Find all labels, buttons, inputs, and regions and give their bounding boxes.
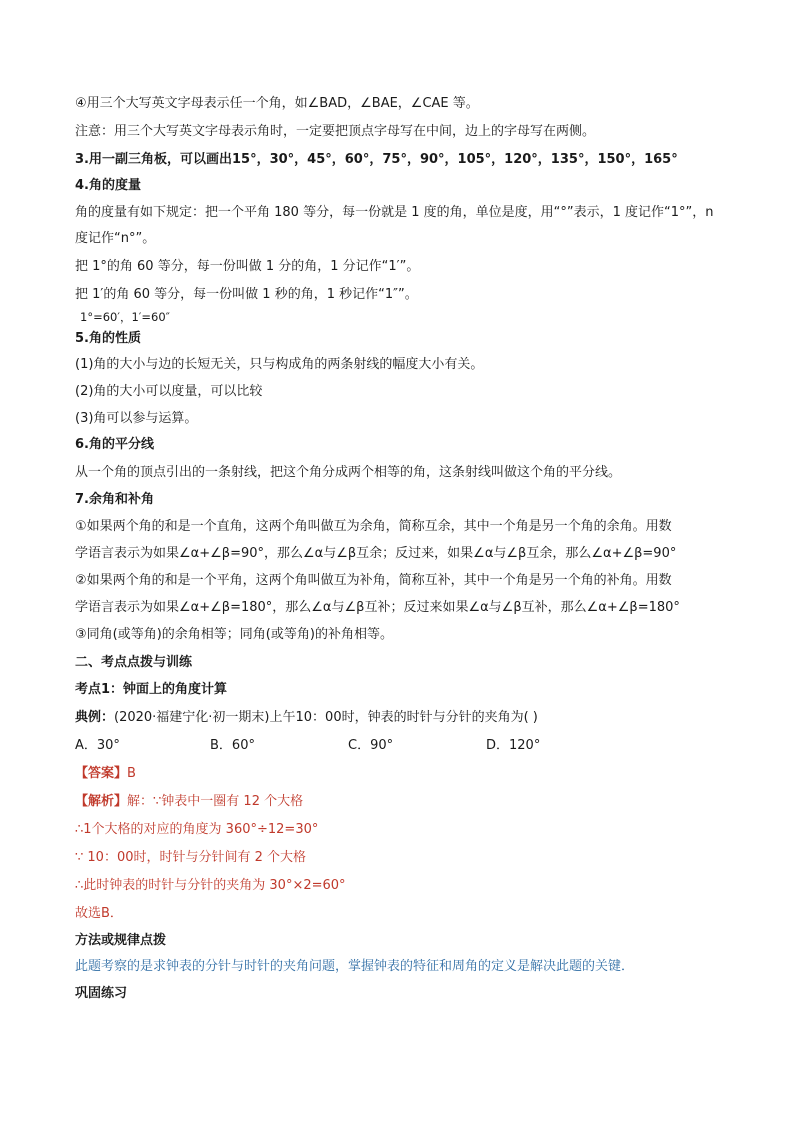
explanation-conclusion: 故选B． (75, 906, 123, 921)
explanation-line (75, 793, 725, 811)
text-line: ①如果两个角的和是一个直角，这两个角叫做互为余角，简称互余，其中一个角是另一个角的余角。用数 (75, 519, 672, 534)
section-3-line: 3.用一副三角板，可以画出15°，30°，45°，60°，75°，90°，105°，120°，135°，150°，165° (75, 152, 678, 167)
text-line: 把 1°的角 60 等分，每一份叫做 1 分的角，1 分记作“1′”。 (75, 259, 420, 274)
option-a: A．30° (75, 738, 120, 753)
explanation-text: 解：∵钟表中一圈有 12 个大格 (127, 794, 304, 809)
heading-practice: 巩固练习 (75, 986, 128, 1001)
text-line: 学语言表示为如果∠α+∠β=90°，那么∠α与∠β互余；反过来，如果∠α与∠β互余，那么∠α+∠β=90° (75, 546, 677, 561)
answer-label: 【答案】 (75, 766, 128, 781)
option-b: B．60° (210, 738, 255, 753)
text-line: 从一个角的顶点引出的一条射线，把这个角分成两个相等的角，这条射线叫做这个角的平分线。 (75, 465, 622, 480)
example-text: (2020·福建宁化·初一期末)上午10：00时，钟表的时针与分针的夹角为( ) (114, 710, 538, 725)
unit-conversion: 1°=60′，1′=60″ (80, 310, 170, 324)
explanation-label: 【解析】 (75, 794, 128, 809)
heading-point-1: 考点1：钟面上的角度计算 (75, 682, 228, 697)
text-line: ③同角(或等角)的余角相等；同角(或等角)的补角相等。 (75, 627, 393, 642)
note-line: 注意：用三个大写英文字母表示角时，一定要把顶点字母写在中间，边上的字母写在两侧。 (75, 124, 596, 139)
option-c: C．90° (348, 738, 394, 753)
text-line: (1)角的大小与边的长短无关，只与构成角的两条射线的幅度大小有关。 (75, 357, 484, 372)
heading-part-two: 二、考点点拨与训练 (75, 655, 193, 670)
text-line: ②如果两个角的和是一个平角，这两个角叫做互为补角，简称互补，其中一个角是另一个角的补角。用数 (75, 573, 672, 588)
explanation-line: ∴此时钟表的时针与分针的夹角为 30°×2=60° (75, 878, 346, 893)
text-line: 度记作“n°”。 (75, 231, 156, 246)
answer-line (75, 765, 725, 783)
heading-bisector: 6.角的平分线 (75, 437, 154, 452)
explanation-line: ∵ 10：00时，时针与分针间有 2 个大格 (75, 850, 307, 865)
answer-options (75, 737, 725, 755)
method-text: 此题考察的是求钟表的分针与时针的夹角问题，掌握钟表的特征和周角的定义是解决此题的关键． (75, 959, 635, 974)
heading-complementary: 7.余角和补角 (75, 492, 154, 507)
text-line: (3)角可以参与运算。 (75, 411, 198, 426)
text-line: 把 1′的角 60 等分，每一份叫做 1 秒的角，1 秒记作“1″”。 (75, 287, 418, 302)
example-label: 典例： (75, 710, 115, 725)
answer-value: B (127, 766, 136, 781)
heading-angle-properties: 5.角的性质 (75, 331, 141, 346)
text-line: 学语言表示为如果∠α+∠β=180°，那么∠α与∠β互补；反过来如果∠α与∠β互补，那么∠α+∠β=180° (75, 600, 680, 615)
explanation-line: ∴1个大格的对应的角度为 360°÷12=30° (75, 822, 319, 837)
option-d: D．120° (486, 738, 541, 753)
heading-method: 方法或规律点拨 (75, 933, 167, 948)
text-line: (2)角的大小可以度量，可以比较 (75, 384, 263, 399)
text-line: 角的度量有如下规定：把一个平角 180 等分，每一份就是 1 度的角，单位是度，用“°”表示，1 度记作“1°”，n (75, 205, 714, 220)
heading-angle-measure: 4.角的度量 (75, 178, 141, 193)
text-line: ④用三个大写英文字母表示任一个角，如∠BAD，∠BAE，∠CAE 等。 (75, 96, 479, 111)
example-question (75, 709, 725, 727)
